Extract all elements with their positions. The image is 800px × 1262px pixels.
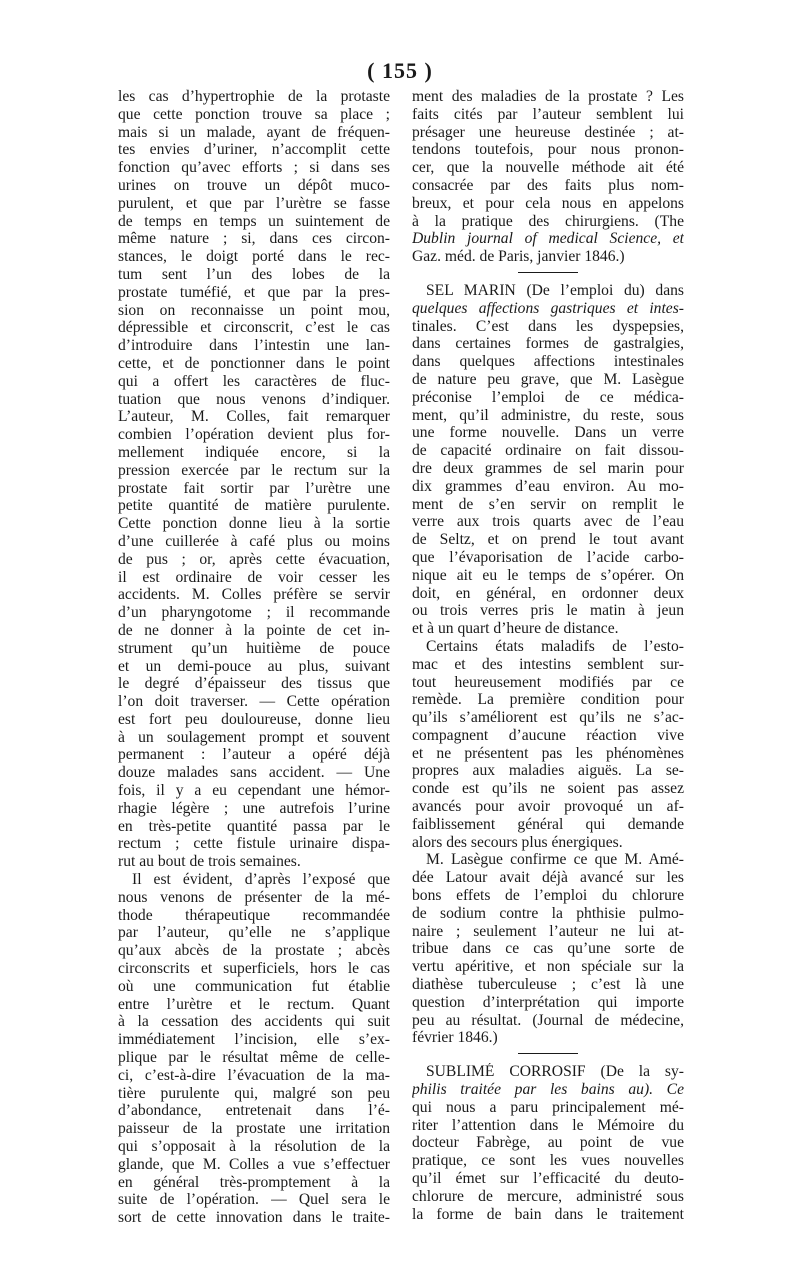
text-line: petite quantité de matière purulente.: [118, 497, 390, 515]
text-line: stances, le doigt porté dans le rec-: [118, 248, 390, 266]
text-line: pression exercée par le rectum sur la: [118, 461, 390, 479]
text-line: riter l’attention dans le Mémoire du: [412, 1116, 684, 1134]
text-line: dix grammes d’eau environ. Au mo-: [412, 477, 684, 495]
text-line: tout heureusement modifiés par ce: [412, 673, 684, 691]
text-line: faits cités par l’auteur semblent lui: [412, 105, 684, 123]
text-line: docteur Fabrège, au point de vue: [412, 1134, 684, 1152]
text-line: de pus ; or, après cette évacuation,: [118, 550, 390, 568]
text-line: nous venons de présenter de la mé-: [118, 888, 390, 906]
text-line: par l’auteur, qu’elle ne s’applique: [118, 924, 390, 942]
text-line: où une communication fut établie: [118, 977, 390, 995]
text-line: dre deux grammes de sel marin pour: [412, 459, 684, 477]
text-line: consacrée par des faits plus nom-: [412, 176, 684, 194]
text-line: urines on trouve un dépôt muco-: [118, 176, 390, 194]
text-line: bons effets de l’emploi du chlorure: [412, 887, 684, 905]
article-heading-line: SUBLIMÉ CORROSIF (De la sy-: [426, 1063, 684, 1081]
text-line: dans certaines formes de gastralgies,: [412, 335, 684, 353]
text-line: d’un pharyngotome ; il recommande: [118, 604, 390, 622]
text-line: tuation que nous venons d’indiquer.: [118, 390, 390, 408]
text-line: qu’aux abcès de la prostate ; abcès: [118, 942, 390, 960]
text-line: entre l’urètre et le rectum. Quant: [118, 995, 390, 1013]
text-line: et à un quart d’heure de distance.: [412, 620, 619, 638]
text-line: conde est qu’ils ne soient pas assez: [412, 780, 684, 798]
text-line: qui nous a paru principalement mé-: [412, 1098, 684, 1116]
text-line: tinales. C’est dans les dyspepsies,: [412, 317, 684, 335]
text-line: Dublin journal of medical Science, et: [412, 230, 684, 248]
text-line: tum sent l’un des lobes de la: [118, 265, 390, 283]
text-line: suite de l’opération. — Quel sera le: [118, 1191, 390, 1209]
text-line: une forme nouvelle. Dans un verre: [412, 424, 684, 442]
text-line: que cette ponction trouve sa place ;: [118, 105, 390, 123]
left-column: [118, 88, 390, 1227]
text-line: même nature ; si, dans ces circon-: [118, 230, 390, 248]
text-line: naire ; seulement l’auteur ne lui at-: [412, 922, 684, 940]
text-line: en général très-promptement à la: [118, 1173, 390, 1191]
text-line: rhagie légère ; une autrefois l’urine: [118, 799, 390, 817]
text-line: d’introduire dans l’intestin une lan-: [118, 337, 390, 355]
text-line: plique par le résultat même de celle-: [118, 1049, 390, 1067]
text-line: d’abondance, entretenait dans l’é-: [118, 1102, 390, 1120]
text-line: question d’interprétation qui importe: [412, 993, 684, 1011]
text-line: purulent, et que par l’urètre se fasse: [118, 194, 390, 212]
text-line: de capacité ordinaire on fait dissou-: [412, 442, 684, 460]
article-heading-line: SEL MARIN (De l’emploi du) dans: [426, 281, 684, 299]
text-line: paisseur de la prostate une irritation: [118, 1120, 390, 1138]
text-line: fonction qu’avec efforts ; si dans ses: [118, 159, 390, 177]
text-line: il est ordinaire de voir cesser les: [118, 568, 390, 586]
text-line: alors des secours plus énergiques.: [412, 833, 623, 851]
text-line: tribue dans ce cas qu’une sorte de: [412, 940, 684, 958]
text-line: chlorure de mercure, administré sous: [412, 1187, 684, 1205]
text-line: pratique, ce sont les vues nouvelles: [412, 1152, 684, 1170]
text-line: de temps en temps un suintement de: [118, 212, 390, 230]
text-line: L’auteur, M. Colles, fait remarquer: [118, 408, 390, 426]
text-line: tes envies d’uriner, n’accomplit cette: [118, 141, 390, 159]
text-line: propres aux maladies aiguës. La se-: [412, 762, 684, 780]
article-sel-marin: [412, 282, 684, 1047]
text-line: verre aux trois quarts avec de l’eau: [412, 513, 684, 531]
text-line: vertu apéritive, et non spéciale sur la: [412, 958, 684, 976]
text-line: circonscrits et superficiels, hors le cas: [118, 960, 390, 978]
text-line: de sodium contre la phthisie pulmo-: [412, 904, 684, 922]
text-line: à la cessation des accidents qui suit: [118, 1013, 390, 1031]
text-line: prostate fait sortir par l’urètre une: [118, 479, 390, 497]
text-line: rectum ; cette fistule urinaire dispa-: [118, 835, 390, 853]
text-line: diathèse tuberculeuse ; c’est là une: [412, 976, 684, 994]
text-line: Certains états maladifs de l’esto-: [426, 637, 684, 655]
text-line: mais si un malade, ayant de fréquen-: [118, 123, 390, 141]
text-line: thode thérapeutique recommandée: [118, 906, 390, 924]
text-line: strument qu’un huitième de pouce: [118, 639, 390, 657]
text-line: en très-petite quantité passa par le: [118, 817, 390, 835]
text-line: immédiatement l’incision, elle s’ex-: [118, 1031, 390, 1049]
text-line: préconise l’emploi de ce médica-: [412, 388, 684, 406]
section-divider: [518, 1053, 578, 1054]
text-line: ment des maladies de la prostate ? Les: [412, 88, 684, 105]
text-line: M. Lasègue confirme ce que M. Amé-: [426, 851, 684, 869]
text-line: ou trois verres pris le matin à jeun: [412, 602, 684, 620]
text-line: d’une cuillerée à café plus ou moins: [118, 532, 390, 550]
text-line: faiblissement général qui demande: [412, 815, 684, 833]
text-line: qui s’opposait à la résolution de la: [118, 1138, 390, 1156]
text-line: la forme de bain dans le traitement: [412, 1205, 684, 1223]
text-line: à la pratique des chirurgiens. (The: [412, 212, 684, 230]
text-line: sort de cette innovation dans le traite-: [118, 1209, 390, 1227]
text-line: dépressible et circonscrit, c’est le cas: [118, 319, 390, 337]
text-line: ment de s’en servir on remplit le: [412, 495, 684, 513]
text-line: remède. La première condition pour: [412, 691, 684, 709]
page-number: ( 155 ): [367, 58, 433, 83]
text-line: que l’évaporisation de l’acide carbo-: [412, 548, 684, 566]
text-line: breux, et pour cela nous en appelons: [412, 194, 684, 212]
text-line: Il est évident, d’après l’exposé que: [132, 871, 390, 889]
text-line: permanent : l’auteur a opéré déjà: [118, 746, 390, 764]
text-line: peu au résultat. (Journal de médecine,: [412, 1011, 684, 1029]
right-column: [412, 88, 684, 1223]
text-line: et ne présentent pas les phénomènes: [412, 744, 684, 762]
text-line: compagnent d’aucune réaction vive: [412, 726, 684, 744]
text-line: l’on doit traverser. — Cette opération: [118, 693, 390, 711]
text-line: tière purulente qui, malgré son peu: [118, 1084, 390, 1102]
text-line: qui a offert les caractères de fluc-: [118, 372, 390, 390]
article-sublime-corrosif: [412, 1063, 684, 1223]
text-line: ment, qu’il administre, du reste, sous: [412, 406, 684, 424]
text-line: de ne donner à la pointe de cet in-: [118, 621, 390, 639]
text-line: de Seltz, et on prend le tout avant: [412, 531, 684, 549]
text-line: cer, que la nouvelle méthode ait été: [412, 159, 684, 177]
text-line: quelques affections gastriques et intes-: [412, 299, 684, 317]
text-line: de nature peu grave, que M. Lasègue: [412, 370, 684, 388]
text-line: le degré d’épaisseur des tissus que: [118, 675, 390, 693]
text-line: combien l’opération devient plus for-: [118, 426, 390, 444]
text-line: est fort peu douloureuse, donne lieu: [118, 710, 390, 728]
text-line: sion on reconnaisse un point mou,: [118, 301, 390, 319]
text-line: ci, c’est-à-dire l’évacuation de la ma-: [118, 1066, 390, 1084]
text-line: mac et des intestins semblent sur-: [412, 655, 684, 673]
text-line: février 1846.): [412, 1029, 498, 1047]
prostate-article-ending: [412, 88, 684, 266]
text-line: qu’ils s’améliorent est qu’ils ne s’ac-: [412, 709, 684, 727]
text-line: qu’il émet sur l’efficacité du deuto-: [412, 1170, 684, 1188]
section-divider: [518, 272, 578, 273]
text-line: douze malades sans accident. — Une: [118, 764, 390, 782]
text-line: fois, il y a eu cependant une hémor-: [118, 782, 390, 800]
text-line: tendons toutefois, pour nous pronon-: [412, 141, 684, 159]
text-line: Cette ponction donne lieu à la sortie: [118, 515, 390, 533]
text-line: mellement indiquée encore, si la: [118, 443, 390, 461]
text-line: dans quelques affections intestinales: [412, 353, 684, 371]
text-line: accidents. M. Colles préfère se servir: [118, 586, 390, 604]
text-line: doit, en général, en ordonner deux: [412, 584, 684, 602]
text-line: glande, que M. Colles a vue s’effectuer: [118, 1155, 390, 1173]
text-line: et un demi-pouce au plus, suivant: [118, 657, 390, 675]
text-line: nique ait eu le temps de s’opérer. On: [412, 566, 684, 584]
text-line: avancés pour avoir provoqué un af-: [412, 798, 684, 816]
text-line: les cas d’hypertrophie de la protaste: [118, 88, 390, 105]
text-line: cette, et de ponctionner dans le point: [118, 354, 390, 372]
text-line: dée Latour avait déjà avancé sur les: [412, 869, 684, 887]
text-line: philis traitée par les bains au). Ce: [412, 1081, 684, 1099]
text-line: rut au bout de trois semaines.: [118, 853, 301, 871]
text-line: Gaz. méd. de Paris, janvier 1846.): [412, 248, 625, 266]
text-line: à un soulagement prompt et souvent: [118, 728, 390, 746]
text-line: prostate tuméfié, et que par la pres-: [118, 283, 390, 301]
text-line: présager une heureuse destinée ; at-: [412, 123, 684, 141]
